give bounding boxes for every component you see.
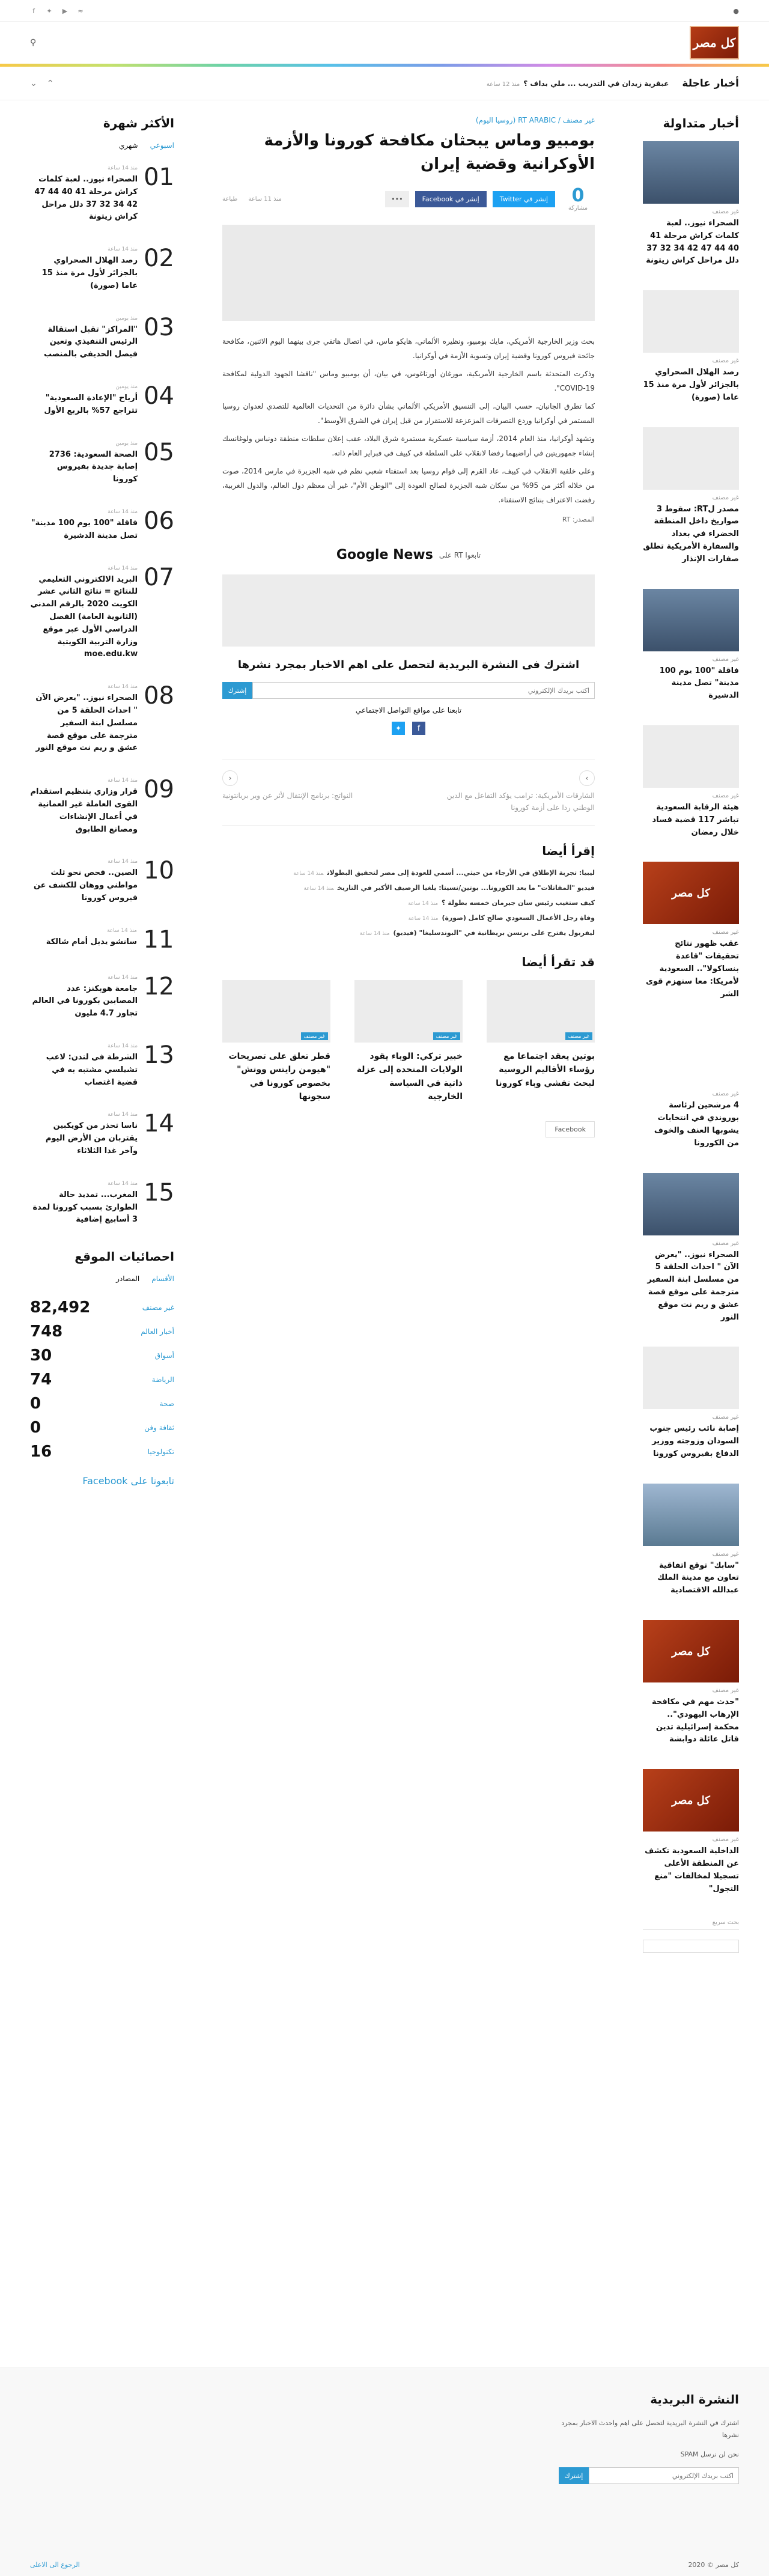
- tab-weekly[interactable]: اسبوعي: [150, 141, 174, 150]
- facebook-comments-tab[interactable]: Facebook: [546, 1121, 595, 1137]
- tab-sections[interactable]: الأقسام: [151, 1274, 174, 1283]
- google-news-logo: Google News: [336, 547, 433, 562]
- popular-time: منذ 14 ساعة: [108, 778, 138, 784]
- popular-time: منذ 14 ساعة: [107, 927, 137, 934]
- popular-time: منذ 14 ساعة: [108, 565, 138, 571]
- popular-item[interactable]: [30, 315, 174, 361]
- read-also-item[interactable]: [222, 899, 595, 907]
- popular-rank: 07: [144, 563, 174, 591]
- trending-headline[interactable]: "حدث مهم في مكافحة الإرهاب اليهودي".. محكمة إسرائيلية تدين قاتل عائلة دوابشة: [651, 1698, 739, 1744]
- popular-item[interactable]: [30, 565, 174, 662]
- stat-row: [30, 1395, 174, 1413]
- newsletter-title: اشترك فى النشرة البريدية لتحصل على اهم الاخبار بمجرد نشرها: [237, 659, 580, 671]
- copyright: كل مصر © 2020: [688, 2561, 739, 2569]
- search-icon[interactable]: ⚲: [30, 38, 37, 47]
- popular-rank: 13: [144, 1041, 174, 1070]
- stat-row: [30, 1419, 174, 1437]
- footer-spam-note: نحن لن نرسل SPAM: [680, 2450, 739, 2458]
- trending-category: غير مصنف: [712, 656, 739, 663]
- popular-headline[interactable]: البريد الالكتروني التعليمي للنتائج = نتائج الثاني عشر الكويت 2020 بالرقم المدني (الثانوية العامة) الفصل الدراسي الأول عبر موقع وزارة التربية الكويتية moe.edu.kw: [30, 574, 138, 659]
- trending-title: أخبار متداولة: [663, 116, 739, 130]
- footer-newsletter-form: [559, 2467, 739, 2484]
- popular-time: منذ يومين: [115, 440, 138, 446]
- read-also-time: منذ 14 ساعة: [303, 885, 334, 892]
- category-tag[interactable]: غير مصنف: [433, 1032, 460, 1040]
- article-main: [222, 116, 595, 1953]
- category-tag[interactable]: غير مصنف: [301, 1032, 328, 1040]
- youtube-icon[interactable]: ▶: [62, 7, 68, 15]
- popular-headline[interactable]: الصحة السعودية: 2736 إصابة جديدة بفيروس كورونا: [49, 449, 138, 484]
- popular-text: [30, 246, 138, 292]
- stat-row: [30, 1443, 174, 1461]
- popular-text: [30, 1181, 138, 1226]
- trending-category: غير مصنف: [712, 1687, 739, 1694]
- maybe-title: قد تقرأ أيضا: [521, 954, 595, 969]
- newsletter-email-input[interactable]: [252, 682, 595, 699]
- popular-item[interactable]: [30, 246, 174, 292]
- popular-time: منذ 14 ساعة: [108, 974, 138, 981]
- article-paragraph: كما تطرق الجانبان، حسب البيان، إلى التنسيق الأمريكي الألماني بشأن دائرة من التحديات العالمية للتصدي لعدوان روسيا المستمر في أوكرانيا وردع التصرفات المزعزعة للاستقرار من قبل إيران في الشرق الأوسط".: [222, 402, 595, 425]
- share-row: [222, 187, 595, 212]
- tab-monthly[interactable]: شهري: [119, 141, 138, 150]
- popular-headline[interactable]: ناسا تحذر من كويكبين يقتربان من الأرض اليوم وآخر غدا الثلاثاء: [45, 1121, 138, 1156]
- article-paragraph: وعلى خلفية الانقلاب في كييف، عاد القرم إلى قوام روسيا بعد استفتاء شعبي نظم في شبه الجزيرة في مارس 2014، صوت من خلاله أكثر من 95% من سكان شبه الجزيرة لصالح العودة إلى "الوطن الأم"، غير أن معظم دول العالم، والدول الغربية، رفضت الاعتراف بنتائج الاستفتاء.: [222, 467, 595, 504]
- trending-image: [643, 862, 739, 924]
- popular-rank: 04: [144, 382, 174, 410]
- popular-text: [30, 778, 138, 836]
- popular-headline[interactable]: الصحراء نيوز.. لعبة كلمات كراش مرحلة 41 40 44 47 42 34 32 37 دلل مراحل كراش زيتونة: [34, 175, 138, 222]
- trending-category: غير مصنف: [712, 1240, 739, 1247]
- popular-time: منذ يومين: [115, 315, 138, 321]
- stat-value: 30: [30, 1347, 52, 1365]
- popular-rank: 09: [144, 776, 174, 804]
- read-also-time: منذ 14 ساعة: [359, 930, 390, 937]
- popular-headline[interactable]: جامعة هوبكنز: عدد المصابين بكورونا في العالم تجاوز 4.7 مليون: [32, 984, 138, 1019]
- user-icon[interactable]: ●: [733, 7, 739, 15]
- read-also-time: منذ 14 ساعة: [293, 870, 324, 877]
- top-bar: [0, 0, 769, 22]
- popular-tabs: [30, 141, 174, 150]
- popular-headline[interactable]: الصين.. فحص نحو ثلث مواطني ووهان للكشف عن فيروس كورونا: [33, 868, 138, 903]
- article-paragraph: بحث وزير الخارجية الأمريكي، مايك بومبيو، ونظيره الألماني، هايكو ماس، في اتصال هاتفي جرى بينهما اليوم الاثنين، مكافحة جائحة فيروس كورونا وقضية إيران وتسوية الأزمة في أوكرانيا.: [222, 337, 595, 360]
- trending-image: [643, 427, 739, 490]
- read-also-time: منذ 14 ساعة: [408, 900, 439, 907]
- popular-headline[interactable]: المغرب... تمديد حالة الطوارئ بسبب كورونا لمدة 3 أسابيع إضافية: [32, 1190, 138, 1225]
- chevron-left-icon: ‹: [222, 770, 238, 786]
- trending-image: [643, 1484, 739, 1546]
- trending-category: غير مصنف: [712, 494, 739, 501]
- chevron-down-icon[interactable]: ⌄: [30, 79, 37, 88]
- popular-rank: 15: [144, 1178, 174, 1207]
- trending-headline[interactable]: مصدر لRT: سقوط 3 صواريخ داخل المنطقة الخضراء في بغداد والسفارة الأمريكية تطلق صفارات الإنذار: [643, 504, 739, 564]
- read-also-text[interactable]: ليفربول يقترح على برنسن بريطانية في "البوندسليغا" (فيديو): [393, 928, 595, 937]
- stat-name[interactable]: ثقافة وفن: [144, 1423, 174, 1433]
- read-also-text[interactable]: ليبيا: تجربة الإطلاق في الأرجاء من حيثي... أسمي للعودة إلى مصر لتحقيق البطولات: [327, 868, 595, 877]
- popular-time: منذ 14 ساعة: [108, 1180, 138, 1187]
- facebook-icon[interactable]: f: [412, 722, 425, 735]
- related-card[interactable]: [222, 980, 330, 1104]
- popular-time: منذ 14 ساعة: [108, 859, 138, 865]
- stat-name[interactable]: صحة: [159, 1399, 174, 1408]
- popular-item[interactable]: [30, 1043, 174, 1089]
- newsletter-form: [222, 682, 595, 699]
- trending-image: [643, 1173, 739, 1235]
- footer-newsletter-title: النشرة البريدية: [650, 2392, 739, 2407]
- logo-mark: كل مصر: [672, 886, 710, 900]
- popular-time: منذ 14 ساعة: [108, 165, 138, 171]
- read-also-item[interactable]: [222, 914, 595, 922]
- popular-headline[interactable]: الشرطة في لندن: لاعب تشيلسي مشتبه به في قضية اغتصاب: [46, 1053, 138, 1087]
- footer-newsletter-desc: اشترك في النشرة البريدية لتحصل على اهم واحدث الاخبار بمجرد نشرها: [561, 2419, 739, 2439]
- read-also-text[interactable]: وفاة رجل الأعمال السعودي صالح كامل (صورة): [442, 913, 595, 922]
- logo-mark: كل مصر: [672, 1645, 710, 1658]
- popular-rank: 02: [144, 245, 174, 273]
- popular-text: [30, 684, 138, 755]
- popular-headline[interactable]: أرباح "الإعادة السعودية" تتراجع 57% بالربع الأول: [44, 393, 138, 415]
- popular-headline[interactable]: الصحراء نيوز.. "يعرض الآن " احداث الحلقة 5 من مسلسل ابنة السفير مترجمة على موقع قصة عشق و ريم نت موقع النور: [35, 693, 138, 753]
- trending-item[interactable]: [643, 1173, 739, 1324]
- popular-time: منذ 14 ساعة: [108, 1112, 138, 1118]
- social-follow-icons: [222, 722, 595, 735]
- category-tag[interactable]: غير مصنف: [565, 1032, 592, 1040]
- trending-headline[interactable]: الصحراء نيوز.. لعبة كلمات كراش مرحلة 41 40 44 47 42 34 32 37 دلل مراحل كراش زيتونة: [646, 219, 739, 266]
- stats-tabs: [30, 1274, 174, 1283]
- trending-item[interactable]: [643, 141, 739, 267]
- popular-rank: 12: [144, 972, 174, 1000]
- stat-value: 16: [30, 1443, 52, 1461]
- footer-subscribe-button[interactable]: إشترك: [559, 2467, 589, 2484]
- read-also-text[interactable]: كيف ستغيب رئيس سان جيرمان خمسه بطولة ؟: [442, 898, 595, 907]
- read-also-time: منذ 14 ساعة: [408, 915, 439, 922]
- related-card[interactable]: [487, 980, 595, 1104]
- popular-item[interactable]: [30, 778, 174, 836]
- read-also-list: [222, 869, 595, 937]
- stat-row: [30, 1347, 174, 1365]
- share-twitter-button[interactable]: إنشر في Twitter: [493, 191, 555, 207]
- breaking-label: أخبار عاجلة: [682, 78, 739, 90]
- popular-time: منذ 14 ساعة: [108, 508, 138, 515]
- trending-item[interactable]: [643, 1769, 739, 1895]
- article-date: منذ 11 ساعة: [248, 196, 282, 202]
- share-more-button[interactable]: •••: [385, 191, 409, 207]
- popular-headline[interactable]: فاقلة "100 يوم 100 مدينة" تصل مدينة الدشيرة: [31, 518, 138, 540]
- stat-name[interactable]: أسواق: [154, 1351, 174, 1360]
- article-meta: [222, 196, 282, 202]
- popular-text: [30, 975, 138, 1020]
- article-paragraph: وذكرت المتحدثة باسم الخارجية الأمريكية، مورغان أورتاغوس، في بيان، أن بومبيو وماس "ناقشا الجهود الدولية لمكافحة COVID-19".: [222, 370, 595, 392]
- trending-headline[interactable]: 4 مرشحين لرئاسة بوروندي في انتخابات يشوبها العنف والخوف من الكورونا: [654, 1101, 739, 1148]
- trending-item[interactable]: [643, 1347, 739, 1460]
- stat-row: [30, 1299, 174, 1317]
- popular-item[interactable]: [30, 1112, 174, 1157]
- read-also-item[interactable]: [222, 929, 595, 937]
- stat-name[interactable]: غير مصنف: [142, 1303, 174, 1312]
- popular-text: [30, 384, 138, 418]
- trending-item[interactable]: [643, 589, 739, 702]
- trending-image: [643, 141, 739, 204]
- trending-item[interactable]: [643, 725, 739, 839]
- popular-rank: 05: [144, 438, 174, 466]
- popular-rank: 03: [144, 313, 174, 341]
- facebook-icon[interactable]: f: [32, 7, 35, 15]
- stat-value: 82,492: [30, 1299, 91, 1317]
- share-counter: 0 مشاركة: [568, 185, 588, 212]
- popular-rank: 11: [143, 925, 174, 954]
- chevron-right-icon: ›: [579, 770, 595, 786]
- trending-headline[interactable]: فاقلة "100 يوم 100 مدينة" تصل مدينة الدشيرة: [659, 666, 739, 701]
- popular-text: [46, 928, 137, 952]
- trending-item[interactable]: [643, 1484, 739, 1597]
- trending-item[interactable]: [643, 862, 739, 1000]
- popular-item[interactable]: [30, 509, 174, 543]
- popular-text: [30, 315, 138, 361]
- popular-time: منذ 14 ساعة: [108, 1043, 138, 1050]
- trending-image: [643, 1769, 739, 1832]
- breaking-headline[interactable]: عبقرية زيدان في التدريب ... ملي بداف ؟منذ 12 ساعة: [486, 79, 669, 88]
- popular-text: [30, 509, 138, 543]
- trending-category: غير مصنف: [712, 792, 739, 799]
- popular-text: [30, 565, 138, 662]
- article-image: [222, 225, 595, 321]
- footer-bottom: [0, 2561, 769, 2569]
- social-follow-label: تابعنا على مواقع التواصل الاجتماعي: [355, 706, 462, 714]
- article-body: [222, 334, 595, 507]
- stats-title: احصائيات الموقع: [74, 1249, 174, 1264]
- follow-facebook-link[interactable]: تابعونا على Facebook: [82, 1475, 174, 1487]
- share-facebook-button[interactable]: إنشر في Facebook: [415, 191, 487, 207]
- trending-category: غير مصنف: [712, 929, 739, 936]
- print-button[interactable]: طباعة: [222, 196, 238, 202]
- site-footer: [0, 2367, 769, 2576]
- popular-item[interactable]: [30, 165, 174, 224]
- trending-headline[interactable]: "سابك" توقع اتفاقية تعاون مع مدينة الملك عبدالله الاقتصادية: [657, 1561, 739, 1595]
- trending-item[interactable]: [643, 427, 739, 566]
- trending-image: [643, 589, 739, 651]
- popular-item[interactable]: [30, 440, 174, 486]
- social-links: [30, 7, 84, 15]
- related-card-image: [354, 980, 463, 1043]
- stat-value: 748: [30, 1323, 63, 1341]
- next-article-link[interactable]: ‹ النواتج: برنامج الإنتقال لأثر عن وير بريانتونية: [222, 770, 390, 814]
- quick-search-label: بحث سريع: [643, 1919, 739, 1930]
- related-card-title[interactable]: قطر تعلق على تصريحات "هيومن رايتس ووتش" بخصوص كورونا في سجونها: [228, 1051, 330, 1101]
- maybe-cards: [222, 980, 595, 1104]
- popular-headline[interactable]: "المراكز" تقبل استقالة الرئيس التنفيذي وتعين فيصل الحديفي بالمنصب: [43, 324, 138, 359]
- stat-row: [30, 1323, 174, 1341]
- article-source: المصدر: RT: [562, 516, 595, 523]
- prev-article-link[interactable]: › الشارقات الأمريكية: ترامب يؤكد التفاعل مع الدين الوطني ردا على أزمة كورونا: [427, 770, 595, 814]
- read-also-title: إقرأ أيضا: [542, 843, 595, 858]
- trending-image: [643, 1347, 739, 1409]
- trending-category: غير مصنف: [712, 1414, 739, 1421]
- breaking-arrows: [30, 79, 53, 88]
- read-also-item[interactable]: [222, 884, 595, 892]
- newsletter-image: [222, 574, 595, 647]
- popular-time: منذ 14 ساعة: [108, 684, 138, 690]
- trending-headline[interactable]: الصحراء نيوز.. "يعرض الآن " احداث الحلقة 5 من مسلسل ابنة السفير مترجمة على موقع قصة عشق و ريم نت موقع النور: [647, 1250, 739, 1322]
- stat-value: 74: [30, 1371, 52, 1389]
- stat-row: [30, 1371, 174, 1389]
- prev-next-nav: [222, 759, 595, 826]
- twitter-icon[interactable]: ✦: [392, 722, 405, 735]
- read-also-text[interactable]: فيديو "المقاتلات" ما بعد الكورونا... بوتين/نسيتا: يلغيا الرصيف الأكبر في التاريخ: [337, 883, 595, 892]
- trending-headline[interactable]: رصد الهلال الصحراوي بالجزائر لأول مرة منذ 15 عاما (صورة): [643, 368, 739, 402]
- popular-text: [30, 1043, 138, 1089]
- popular-rank: 08: [144, 682, 174, 710]
- footer-newsletter: [559, 2392, 739, 2484]
- trending-image: [643, 725, 739, 788]
- read-also-item[interactable]: [222, 869, 595, 877]
- popular-rank: 06: [144, 507, 174, 535]
- popular-rank: 01: [144, 163, 174, 191]
- popular-text: [30, 1112, 138, 1157]
- article-title: بومبيو وماس يبحثان مكافحة كورونا والأزمة الأوكرانية وقضية إيران: [264, 132, 595, 173]
- popular-item[interactable]: [30, 972, 174, 1020]
- popular-item[interactable]: [30, 859, 174, 904]
- popular-item[interactable]: [30, 684, 174, 755]
- google-news-follow[interactable]: تابعوا RT على Google News: [336, 547, 481, 562]
- trending-item[interactable]: [643, 290, 739, 404]
- popular-item[interactable]: [30, 925, 174, 954]
- site-header: [0, 22, 769, 64]
- trending-category: غير مصنف: [712, 1836, 739, 1844]
- trending-category: غير مصنف: [712, 1091, 739, 1098]
- trending-category: غير مصنف: [712, 209, 739, 215]
- related-card-image: [487, 980, 595, 1043]
- footer-email-input[interactable]: [589, 2467, 739, 2484]
- trending-image: [643, 1620, 739, 1682]
- trending-category: غير مصنف: [712, 1550, 739, 1557]
- popular-text: [30, 165, 138, 224]
- popular-text: [30, 440, 138, 486]
- trending-headline[interactable]: إصابة نائب رئيس جنوب السودان وزوجته ووزير الدفاع بفيروس كورونا: [649, 1424, 739, 1458]
- popular-text: [30, 859, 138, 904]
- stat-name[interactable]: الرياضة: [151, 1375, 174, 1384]
- twitter-icon[interactable]: ✦: [46, 7, 52, 15]
- article-paragraph: وتشهد أوكرانيا، منذ العام 2014، أزمة سياسية عسكرية مستمرة شرق البلاد، عقب إعلان سلطات منطقة دونباس ولوغانسك إنشاء جمهوريتين في أراضيهما رفضا لانقلاب على السلطة في كييف في فبراير العام ذاته.: [222, 434, 595, 457]
- related-card-title[interactable]: خبير تركي: الوباء يقود الولايات المتحدة إلى عزلة ذاتية في السياسة الخارجية: [356, 1051, 463, 1101]
- stat-value: 0: [30, 1419, 41, 1437]
- trending-image: [643, 1023, 739, 1086]
- popular-item[interactable]: [30, 1178, 174, 1226]
- site-logo[interactable]: كل مصر: [690, 26, 739, 59]
- popular-sidebar: [30, 116, 174, 1953]
- related-card-title[interactable]: بوتين يعقد اجتماعا مع رؤساء الأقاليم الروسية لبحث تفشي وباء كورونا: [496, 1051, 595, 1088]
- quick-search-input[interactable]: [643, 1940, 739, 1953]
- popular-time: منذ يومين: [115, 383, 138, 390]
- trending-sidebar: [643, 116, 739, 1953]
- popular-rank: 14: [144, 1110, 174, 1138]
- popular-headline[interactable]: سانشو يدبل أمام شالكة: [46, 937, 137, 946]
- related-card-image: [222, 980, 330, 1043]
- stat-name[interactable]: تكنولوجيا: [147, 1448, 174, 1457]
- popular-time: منذ 14 ساعة: [108, 246, 138, 253]
- article-category[interactable]: غير مصنف / RT ARABIC (روسيا اليوم): [475, 116, 595, 124]
- popular-rank: 10: [144, 857, 174, 885]
- trending-headline[interactable]: هيئة الرقابة السعودية تباشر 117 قضية فساد خلال رمضان: [652, 802, 739, 837]
- rss-icon[interactable]: ≈: [78, 7, 84, 15]
- chevron-up-icon[interactable]: ⌃: [46, 79, 54, 88]
- trending-item[interactable]: [643, 1620, 739, 1746]
- trending-image: [643, 290, 739, 353]
- popular-headline[interactable]: رصد الهلال الصحراوي بالجزائر لأول مرة منذ 15 عاما (صورة): [41, 256, 138, 290]
- logo-mark: كل مصر: [672, 1794, 710, 1807]
- trending-item[interactable]: [643, 1023, 739, 1149]
- popular-headline[interactable]: قرار وزاري بتنظيم استقدام القوى العاملة غير العمانية في أعمال الإنشاءات ومصانع الطابوق: [30, 787, 138, 834]
- trending-headline[interactable]: الداخلية السعودية تكشف عن المنطقة الأعلى تسجيلا لمخالفات "منع التجول": [645, 1847, 739, 1893]
- trending-headline[interactable]: عقب ظهور نتائج تحقيقات "قاعدة بنساكولا".. السعودية لأمريكا: معا سنهزم قوى الشر: [645, 939, 739, 999]
- back-to-top-link[interactable]: الرجوع الى الاعلى: [30, 2561, 80, 2569]
- stat-name[interactable]: أخبار العالم: [141, 1327, 174, 1336]
- related-card[interactable]: [354, 980, 463, 1104]
- popular-item[interactable]: [30, 384, 174, 418]
- breaking-news-bar: [0, 67, 769, 100]
- stat-value: 0: [30, 1395, 41, 1413]
- newsletter-subscribe-button[interactable]: إشترك: [222, 682, 252, 699]
- tab-sources[interactable]: المصادر: [116, 1274, 140, 1283]
- popular-title: الأكثر شهرة: [103, 116, 174, 130]
- trending-category: غير مصنف: [712, 358, 739, 365]
